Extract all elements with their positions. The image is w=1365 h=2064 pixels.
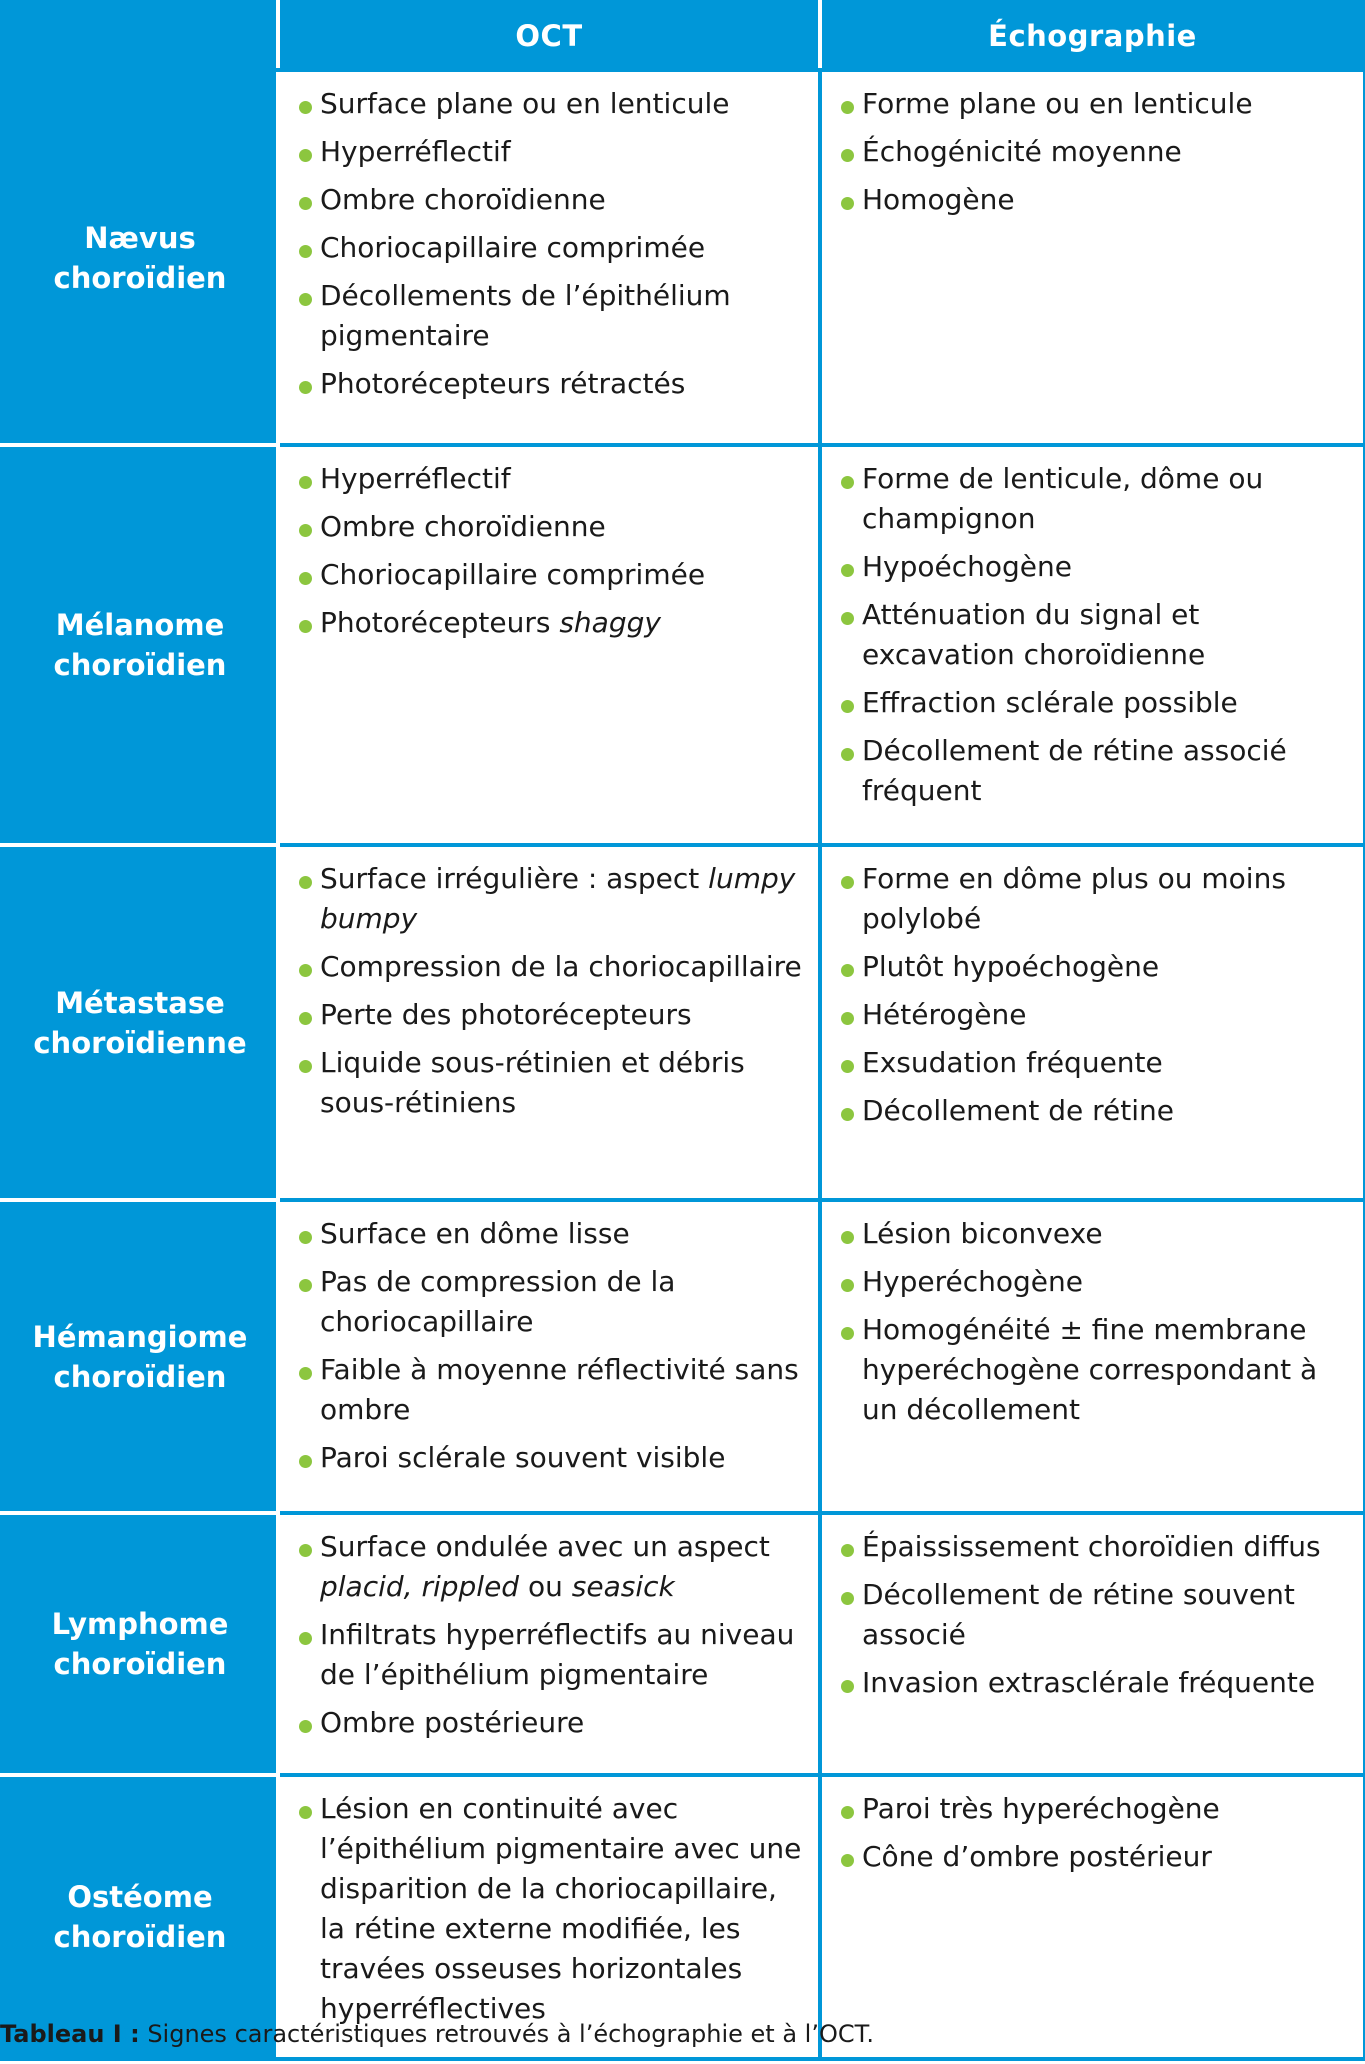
- item-text: Forme en dôme plus ou moins polylobé: [862, 862, 1286, 935]
- list-item: [320, 132, 806, 172]
- list-item: [320, 276, 806, 356]
- item-text: Hyperréflectif: [320, 462, 511, 495]
- bullet-icon: [841, 1231, 854, 1244]
- bullet-icon: [299, 381, 312, 394]
- list-item: [320, 84, 806, 124]
- list-item: [862, 683, 1351, 723]
- bullet-icon: [841, 1592, 854, 1605]
- bullet-icon: [299, 245, 312, 258]
- caption-label: Tableau I :: [0, 2020, 140, 2048]
- sign-list: [822, 447, 1363, 825]
- bullet-icon: [841, 700, 854, 713]
- item-text: Pas de compression de la choriocapillaire: [320, 1265, 676, 1338]
- item-text: Ombre choroïdienne: [320, 510, 606, 543]
- row-header-label: choroïdien: [53, 1920, 227, 1954]
- item-text: Surface en dôme lisse: [320, 1217, 630, 1250]
- bullet-icon: [841, 1108, 854, 1121]
- item-text: Décollement de rétine souvent associé: [862, 1578, 1295, 1651]
- row-header-cell: [2, 1775, 278, 2059]
- table-row: [2, 845, 1365, 1200]
- item-text: Exsudation fréquente: [862, 1046, 1163, 1079]
- list-item: [320, 947, 806, 987]
- item-text: Homogène: [862, 183, 1015, 216]
- list-item: [320, 364, 806, 404]
- list-item: [320, 859, 806, 939]
- item-text: Faible à moyenne réflectivité sans ombre: [320, 1353, 799, 1426]
- list-item: [862, 1789, 1351, 1829]
- row-header-cell: [2, 445, 278, 845]
- list-item: [320, 1043, 806, 1123]
- list-item: [320, 555, 806, 595]
- italic-term: placid, rippled: [320, 1570, 520, 1603]
- item-text: Effraction sclérale possible: [862, 686, 1238, 719]
- list-item: [320, 1703, 806, 1743]
- list-item: [320, 180, 806, 220]
- bullet-icon: [841, 612, 854, 625]
- table-row: [2, 70, 1365, 445]
- item-text: Homogénéité ± fine membrane hyperéchogène correspondant à un décollement: [862, 1313, 1318, 1426]
- item-text: Hyperéchogène: [862, 1265, 1083, 1298]
- bullet-icon: [299, 524, 312, 537]
- item-text: Hyperréflectif: [320, 135, 511, 168]
- bullet-icon: [841, 197, 854, 210]
- item-text: Compression de la choriocapillaire: [320, 950, 802, 983]
- list-item: [320, 459, 806, 499]
- row-header-label: choroïdienne: [33, 1025, 247, 1060]
- item-text: Décollement de rétine: [862, 1094, 1174, 1127]
- item-text: Ombre postérieure: [320, 1706, 585, 1739]
- table-row: [2, 1775, 1365, 2059]
- item-text: Lésion en continuité avec l’épithélium pigmentaire avec une disparition de la choriocapillaire, la rétine externe modifiée, les travées osseuses horizontales hyperréflectives: [320, 1792, 802, 2025]
- bullet-icon: [841, 748, 854, 761]
- item-text: Choriocapillaire comprimée: [320, 558, 706, 591]
- item-text: Atténuation du signal et excavation choroïdienne: [862, 598, 1206, 671]
- list-item: [862, 1575, 1351, 1655]
- item-text: Ombre choroïdienne: [320, 183, 606, 216]
- bullet-icon: [841, 1327, 854, 1340]
- item-text: Décollement de rétine associé fréquent: [862, 734, 1287, 807]
- sign-list: [280, 72, 818, 418]
- bullet-icon: [299, 572, 312, 585]
- sign-list: [280, 447, 818, 657]
- oct-cell: [278, 70, 820, 445]
- bullet-icon: [841, 876, 854, 889]
- bullet-icon: [299, 876, 312, 889]
- row-header-label: Nævus: [84, 220, 196, 255]
- echographie-cell: [820, 1775, 1365, 2059]
- list-item: [320, 1262, 806, 1342]
- list-item: [862, 1091, 1351, 1131]
- echographie-cell: [820, 1513, 1365, 1775]
- table-header-row: [2, 2, 1365, 70]
- table-row: [2, 1200, 1365, 1513]
- item-text: Surface ondulée avec un aspect: [320, 1530, 770, 1563]
- list-item: [862, 1527, 1351, 1567]
- item-text: Décollements de l’épithélium pigmentaire: [320, 279, 731, 352]
- row-header-label: Lymphome: [51, 1607, 229, 1641]
- list-item: [320, 1527, 806, 1607]
- item-text: Photorécepteurs: [320, 606, 560, 639]
- row-header-cell: [2, 70, 278, 445]
- row-header-label: choroïdien: [53, 1359, 227, 1394]
- sign-list: [822, 1777, 1363, 1891]
- bullet-icon: [841, 1279, 854, 1292]
- item-text: Hypoéchogène: [862, 550, 1072, 583]
- bullet-icon: [841, 101, 854, 114]
- sign-list: [280, 1202, 818, 1492]
- row-header-label: Métastase: [55, 985, 225, 1020]
- bullet-icon: [299, 964, 312, 977]
- list-item: [862, 132, 1351, 172]
- bullet-icon: [841, 1806, 854, 1819]
- sign-list: [822, 72, 1363, 234]
- bullet-icon: [841, 1854, 854, 1867]
- row-header-label: Hémangiome: [32, 1319, 248, 1354]
- item-text: Échogénicité moyenne: [862, 135, 1182, 168]
- bullet-icon: [841, 1544, 854, 1557]
- italic-term: seasick: [571, 1570, 675, 1603]
- list-item: [862, 180, 1351, 220]
- echographie-cell: [820, 445, 1365, 845]
- italic-term: lumpy bumpy: [320, 862, 796, 935]
- oct-cell: [278, 1200, 820, 1513]
- bullet-icon: [299, 1012, 312, 1025]
- bullet-icon: [299, 476, 312, 489]
- bullet-icon: [299, 1720, 312, 1733]
- sign-list: [280, 847, 818, 1137]
- bullet-icon: [299, 293, 312, 306]
- list-item: [862, 947, 1351, 987]
- list-item: [320, 603, 806, 643]
- item-text: Plutôt hypoéchogène: [862, 950, 1160, 983]
- bullet-icon: [299, 1367, 312, 1380]
- item-text: Paroi sclérale souvent visible: [320, 1441, 726, 1474]
- row-header-label: Mélanome: [55, 608, 225, 642]
- item-text: Surface irrégulière : aspect: [320, 862, 709, 895]
- row-header-label: choroïdien: [53, 260, 227, 295]
- bullet-icon: [299, 101, 312, 114]
- sign-list: [280, 1515, 818, 1757]
- item-text: Lésion biconvexe: [862, 1217, 1103, 1250]
- bullet-icon: [841, 149, 854, 162]
- row-header-cell: [2, 1200, 278, 1513]
- item-text: Épaississement choroïdien diffus: [862, 1530, 1321, 1563]
- list-item: [862, 995, 1351, 1035]
- item-text: Perte des photorécepteurs: [320, 998, 692, 1031]
- italic-term: shaggy: [559, 606, 661, 639]
- bullet-icon: [299, 1806, 312, 1819]
- sign-list: [280, 1777, 818, 2043]
- table-body: [2, 70, 1365, 2059]
- row-header-label: Ostéome: [67, 1880, 213, 1914]
- table-row: [2, 445, 1365, 845]
- list-item: [862, 1663, 1351, 1703]
- item-text: ou: [519, 1570, 572, 1603]
- bullet-icon: [299, 149, 312, 162]
- header-corner-cell: [2, 2, 278, 70]
- table-row: [2, 1513, 1365, 1775]
- echographie-cell: [820, 70, 1365, 445]
- list-item: [320, 507, 806, 547]
- item-text: Surface plane ou en lenticule: [320, 87, 730, 120]
- bullet-icon: [299, 1060, 312, 1073]
- bullet-icon: [299, 1279, 312, 1292]
- item-text: Choriocapillaire comprimée: [320, 231, 706, 264]
- list-item: [862, 1262, 1351, 1302]
- list-item: [320, 1615, 806, 1695]
- column-header-echographie: Échographie: [820, 2, 1365, 70]
- oct-cell: [278, 445, 820, 845]
- list-item: [862, 595, 1351, 675]
- sign-list: [822, 1202, 1363, 1444]
- item-text: Photorécepteurs rétractés: [320, 367, 686, 400]
- bullet-icon: [299, 1231, 312, 1244]
- list-item: [320, 1350, 806, 1430]
- list-item: [862, 547, 1351, 587]
- bullet-icon: [299, 1455, 312, 1468]
- item-text: Hétérogène: [862, 998, 1027, 1031]
- item-text: Invasion extrasclérale fréquente: [862, 1666, 1316, 1699]
- row-header-cell: [2, 1513, 278, 1775]
- list-item: [862, 459, 1351, 539]
- list-item: [862, 731, 1351, 811]
- list-item: [862, 84, 1351, 124]
- bullet-icon: [841, 1060, 854, 1073]
- bullet-icon: [841, 1680, 854, 1693]
- sign-list: [822, 1515, 1363, 1717]
- list-item: [862, 1043, 1351, 1083]
- bullet-icon: [299, 620, 312, 633]
- table-caption: [0, 2020, 874, 2048]
- item-text: Infiltrats hyperréflectifs au niveau de l’épithélium pigmentaire: [320, 1618, 795, 1691]
- item-text: Liquide sous-rétinien et débris sous-rétiniens: [320, 1046, 745, 1119]
- bullet-icon: [841, 476, 854, 489]
- bullet-icon: [841, 564, 854, 577]
- sign-list: [822, 847, 1363, 1145]
- list-item: [862, 1310, 1351, 1430]
- caption-text: Signes caractéristiques retrouvés à l’échographie et à l’OCT.: [139, 2020, 875, 2048]
- list-item: [320, 995, 806, 1035]
- list-item: [320, 1214, 806, 1254]
- oct-cell: [278, 1775, 820, 2059]
- row-header-cell: [2, 845, 278, 1200]
- echographie-cell: [820, 1200, 1365, 1513]
- list-item: [320, 1438, 806, 1478]
- bullet-icon: [299, 1544, 312, 1557]
- item-text: Paroi très hyperéchogène: [862, 1792, 1220, 1825]
- echographie-cell: [820, 845, 1365, 1200]
- item-text: Forme de lenticule, dôme ou champignon: [862, 462, 1264, 535]
- bullet-icon: [841, 964, 854, 977]
- list-item: [862, 859, 1351, 939]
- oct-cell: [278, 845, 820, 1200]
- column-header-oct: OCT: [278, 2, 820, 70]
- item-text: Forme plane ou en lenticule: [862, 87, 1253, 120]
- oct-cell: [278, 1513, 820, 1775]
- row-header-label: choroïdien: [53, 648, 227, 682]
- list-item: [862, 1214, 1351, 1254]
- list-item: [862, 1837, 1351, 1877]
- item-text: Cône d’ombre postérieur: [862, 1840, 1212, 1873]
- list-item: [320, 228, 806, 268]
- list-item: [320, 1789, 806, 2029]
- bullet-icon: [841, 1012, 854, 1025]
- bullet-icon: [299, 197, 312, 210]
- row-header-label: choroïdien: [53, 1647, 227, 1681]
- bullet-icon: [299, 1632, 312, 1645]
